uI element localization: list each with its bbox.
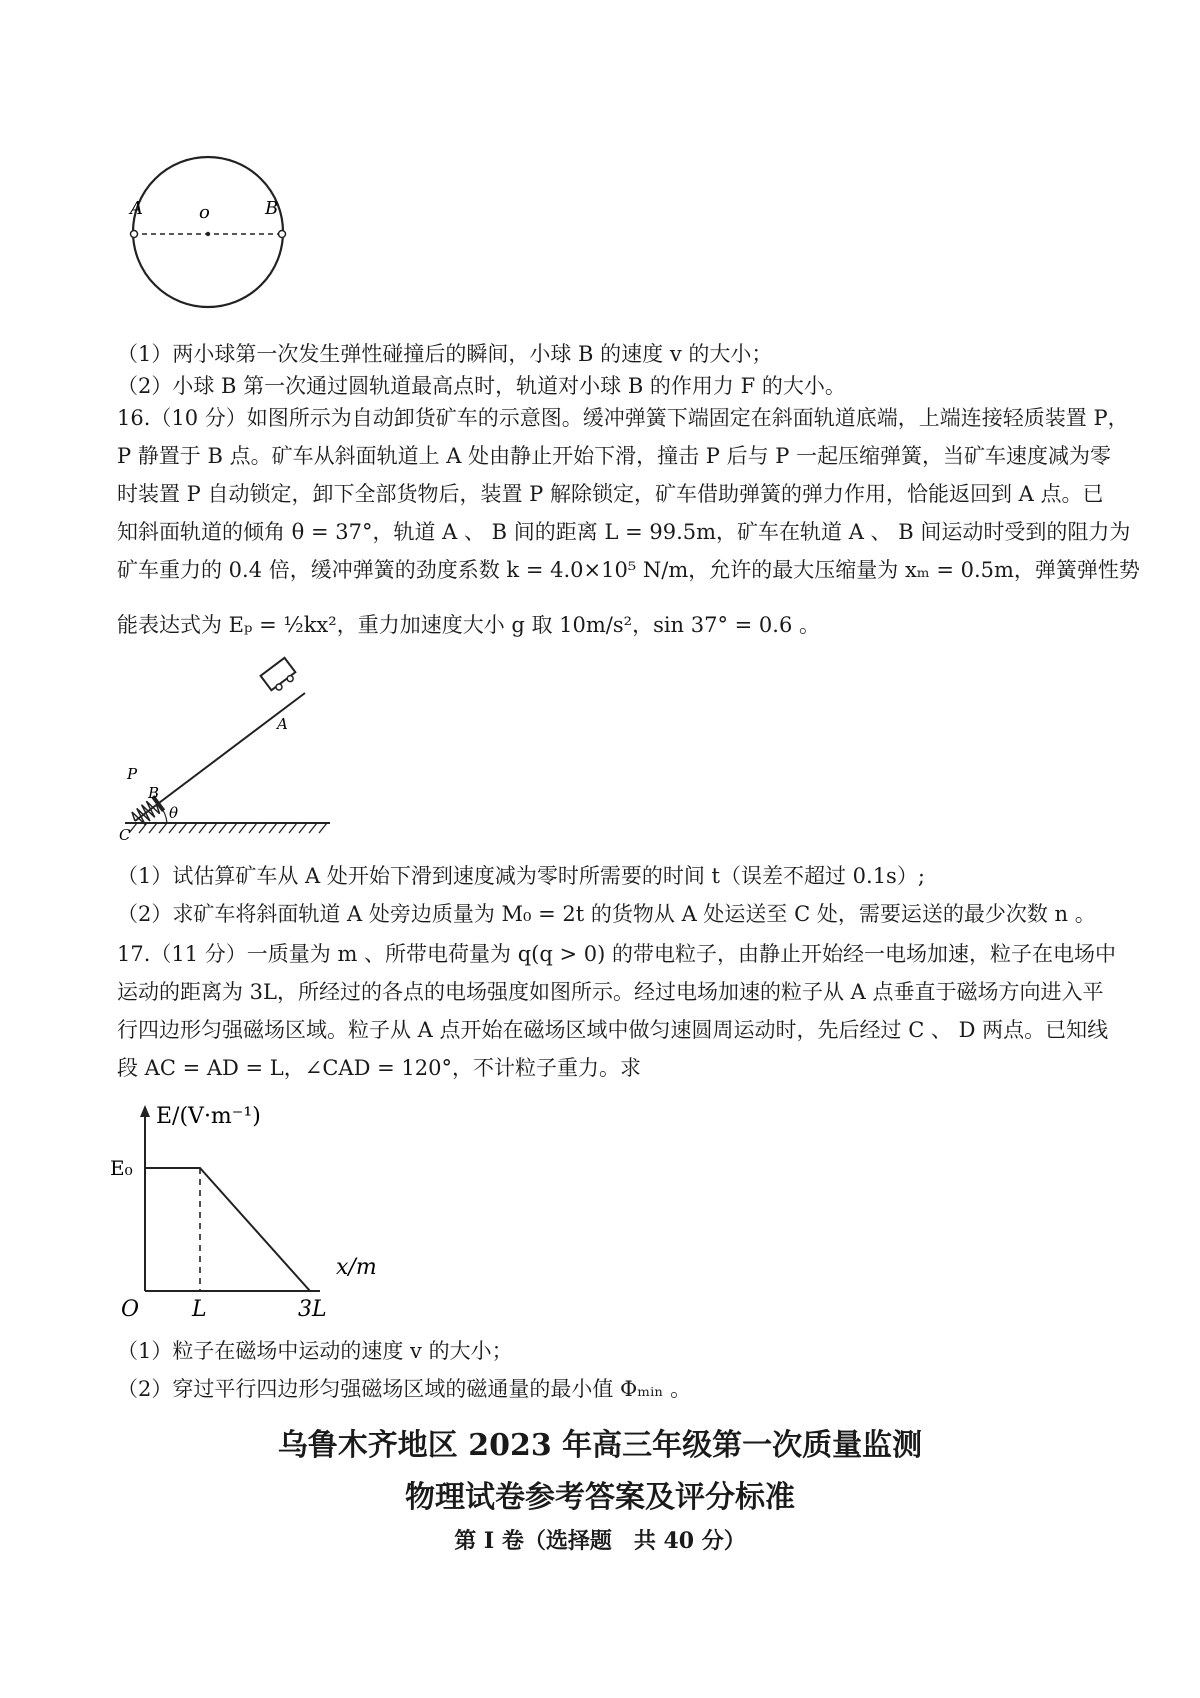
q16-line-4: 知斜面轨道的倾角 θ = 37°，轨道 A 、 B 间的距离 L = 99.5m，矿车在轨道 A 、 B 间运动时受到的阻力为 (117, 520, 1131, 544)
section-heading: 第 I 卷（选择题 共 40 分） (454, 1528, 746, 1554)
q16-line-5: 矿车重力的 0.4 倍，缓冲弹簧的劲度系数 k = 4.0×10⁵ N/m，允许的最大压缩量为 xₘ = 0.5m，弹簧弹性势 (117, 558, 1140, 582)
q17-sub1: （1）粒子在磁场中运动的速度 v 的大小； (117, 1339, 513, 1363)
field-strength-chart (110, 1095, 400, 1320)
q16-line-2: P 静置于 B 点。矿车从斜面轨道上 A 处由静止开始下滑，撞击 P 后与 P 一起压缩弹簧，当矿车速度减为零 (117, 444, 1112, 468)
label-o: o (199, 202, 210, 223)
q16-sub1: （1）试估算矿车从 A 处开始下滑到速度减为零时所需要的时间 t（误差不超过 0.1s）; (117, 864, 925, 888)
answer-title: 乌鲁木齐地区 2023 年高三年级第一次质量监测 (277, 1428, 923, 1463)
q15-sub1: （1）两小球第一次发生弹性碰撞后的瞬间，小球 B 的速度 v 的大小； (117, 342, 773, 366)
q17-line-2: 运动的距离为 3L，所经过的各点的电场强度如图所示。经过电场加速的粒子从 A 点垂直于磁场方向进入平 (117, 980, 1104, 1004)
incline-track (135, 693, 305, 821)
label-a: A (130, 198, 143, 219)
mine-cart (261, 658, 299, 694)
x-axis-label: x/m (336, 1255, 377, 1280)
center-point (206, 232, 210, 236)
y-axis-label: E/(V·m⁻¹) (156, 1104, 261, 1129)
label-p: P (127, 765, 138, 783)
incline-figure (115, 655, 375, 850)
q15-sub2: （2）小球 B 第一次通过圆轨道最高点时，轨道对小球 B 的作用力 F 的大小。 (117, 374, 846, 398)
circle-track-figure (120, 150, 300, 330)
ground-hatching (129, 823, 327, 833)
x-tick-label: 3L (298, 1297, 327, 1320)
q16-line-1: 16.（10 分）如图所示为自动卸货矿车的示意图。缓冲弹簧下端固定在斜面轨道底端，上端连接轻质装置 P， (117, 406, 1129, 430)
q16-line-6: 能表达式为 Eₚ = ½kx²，重力加速度大小 g 取 10m/s²，sin 37° = 0.6 。 (117, 613, 820, 637)
label-a: A (277, 715, 288, 733)
ball-b (279, 231, 286, 238)
q16-line-3: 时装置 P 自动锁定，卸下全部货物后，装置 P 解除锁定，矿车借助弹簧的弹力作用，恰能返回到 A 点。已 (117, 482, 1104, 506)
answer-subtitle: 物理试卷参考答案及评分标准 (405, 1480, 795, 1515)
label-theta: θ (169, 804, 179, 822)
x-tick-label: O (121, 1297, 140, 1320)
q17-line-4: 段 AC = AD = L，∠CAD = 120°，不计粒子重力。求 (117, 1056, 641, 1080)
field-strength-line (145, 1168, 310, 1291)
x-tick-label: L (192, 1297, 207, 1320)
q16-sub2: （2）求矿车将斜面轨道 A 处旁边质量为 M₀ = 2t 的货物从 A 处运送至 C 处，需要运送的最少次数 n 。 (117, 902, 1096, 926)
q17-sub2: （2）穿过平行四边形匀强磁场区域的磁通量的最小值 Φₘᵢₙ 。 (117, 1377, 692, 1401)
q17-line-1: 17.（11 分）一质量为 m 、所带电荷量为 q(q > 0) 的带电粒子，由静止开始经一电场加速，粒子在电场中 (117, 942, 1116, 966)
ball-a (131, 231, 138, 238)
label-c: C (119, 826, 131, 844)
label-b: B (148, 784, 160, 802)
y-tick-label: E₀ (110, 1156, 133, 1180)
label-b: B (265, 198, 279, 219)
y-axis-arrow (140, 1105, 150, 1117)
q17-line-3: 行四边形匀强磁场区域。粒子从 A 点开始在磁场区域中做匀速圆周运动时，先后经过 C 、 D 两点。已知线 (117, 1018, 1109, 1042)
